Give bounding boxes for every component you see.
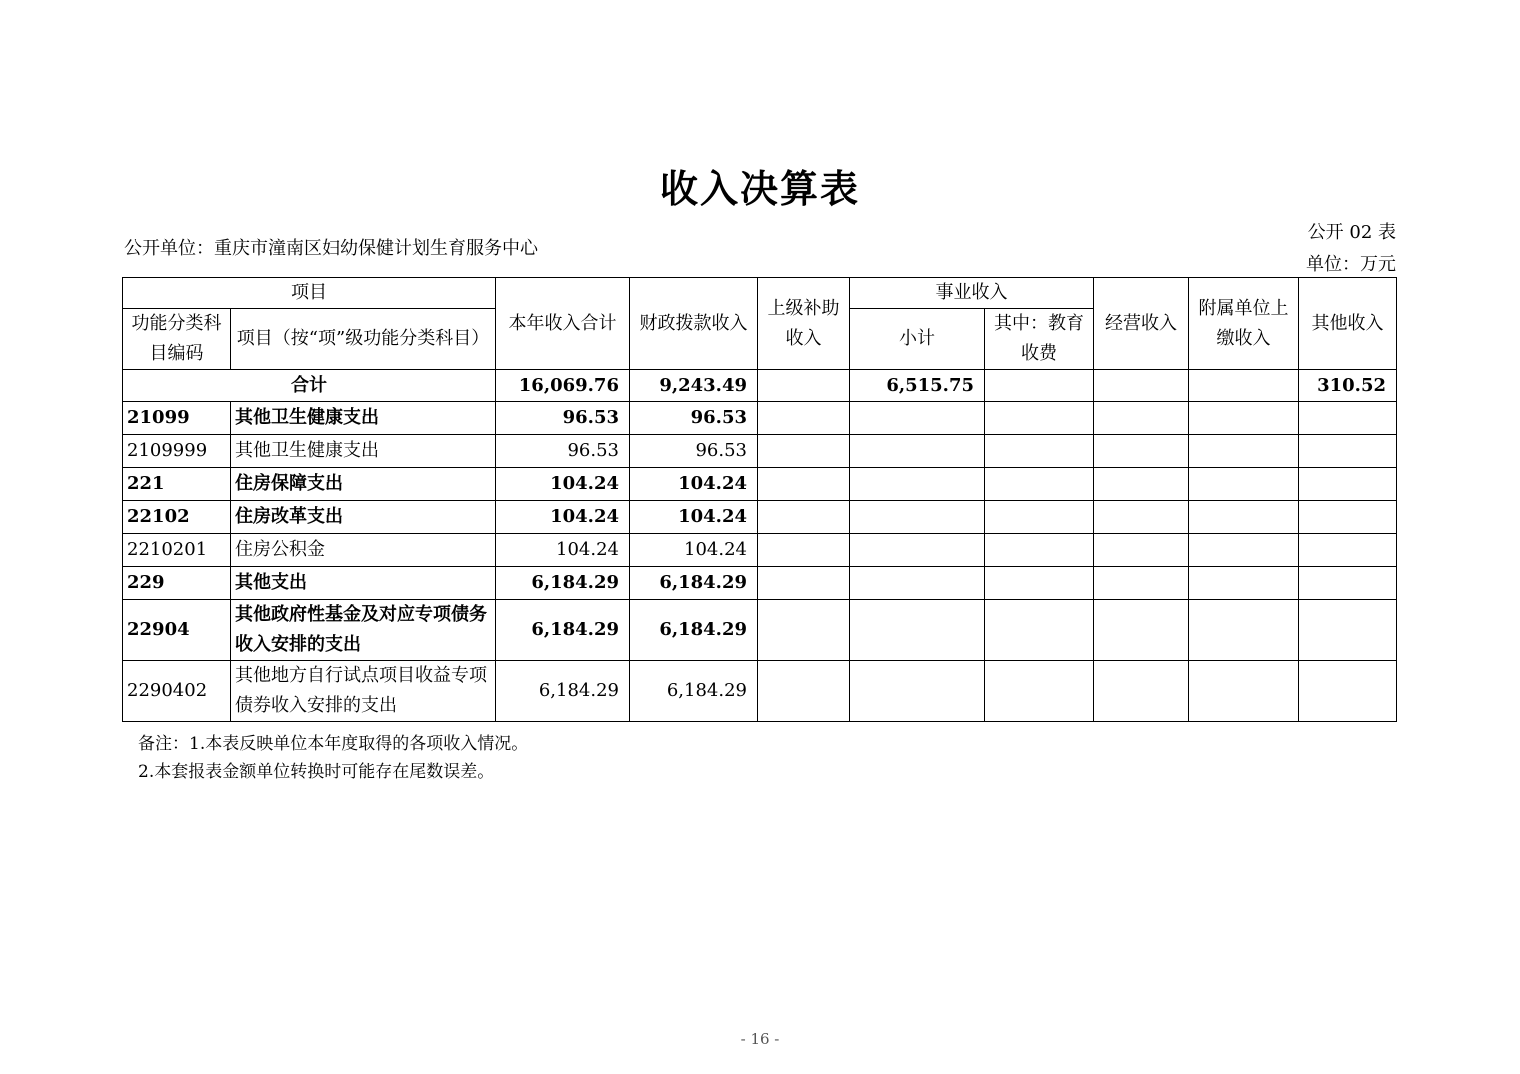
- row-superior-subsidy: [758, 468, 850, 501]
- row-code: 229: [123, 567, 231, 600]
- total-income-value: 16,069.76: [496, 370, 630, 402]
- row-education-fees: [985, 435, 1094, 468]
- row-operating-income: [1094, 501, 1189, 534]
- header-education-fees: 其中：教育收费: [985, 309, 1094, 370]
- row-operating-income: [1094, 468, 1189, 501]
- row-total-income: 96.53: [496, 435, 630, 468]
- row-total-income: 6,184.29: [496, 661, 630, 722]
- row-subtotal: [850, 534, 985, 567]
- row-operating-income: [1094, 567, 1189, 600]
- row-total-income: 96.53: [496, 402, 630, 435]
- row-other-income: [1299, 501, 1397, 534]
- row-operating-income: [1094, 600, 1189, 661]
- row-code: 2109999: [123, 435, 231, 468]
- total-label: 合计: [123, 370, 496, 402]
- row-education-fees: [985, 468, 1094, 501]
- header-row-1: [123, 278, 1397, 309]
- row-other-income: [1299, 534, 1397, 567]
- row-superior-subsidy: [758, 567, 850, 600]
- row-education-fees: [985, 567, 1094, 600]
- total-fiscal-value: 9,243.49: [630, 370, 758, 402]
- row-affiliated: [1189, 661, 1299, 722]
- row-code: 2210201: [123, 534, 231, 567]
- row-subtotal: [850, 661, 985, 722]
- header-operating-income: 经营收入: [1094, 278, 1189, 370]
- income-table: [122, 277, 1397, 722]
- row-code: 21099: [123, 402, 231, 435]
- total-row: [123, 370, 1397, 402]
- row-fiscal: 6,184.29: [630, 567, 758, 600]
- notes: [138, 730, 528, 786]
- row-fiscal: 104.24: [630, 468, 758, 501]
- row-operating-income: [1094, 402, 1189, 435]
- header-business-income: 事业收入: [850, 278, 1094, 309]
- currency-unit: 单位：万元: [1306, 254, 1396, 275]
- header-other-income: 其他收入: [1299, 278, 1397, 370]
- row-name: 其他卫生健康支出: [231, 402, 496, 435]
- table-row: [123, 501, 1397, 534]
- row-total-income: 104.24: [496, 468, 630, 501]
- row-affiliated: [1189, 501, 1299, 534]
- page-number: - 16 -: [740, 1030, 780, 1048]
- row-other-income: [1299, 402, 1397, 435]
- row-affiliated: [1189, 567, 1299, 600]
- row-name: 住房保障支出: [231, 468, 496, 501]
- row-education-fees: [985, 661, 1094, 722]
- table-row: [123, 661, 1397, 722]
- row-subtotal: [850, 435, 985, 468]
- row-superior-subsidy: [758, 661, 850, 722]
- header-item-name: 项目（按“项”级功能分类科目）: [231, 309, 496, 370]
- table-row: [123, 435, 1397, 468]
- row-affiliated: [1189, 435, 1299, 468]
- row-affiliated: [1189, 402, 1299, 435]
- note-1: 备注：1.本表反映单位本年度取得的各项收入情况。: [138, 734, 529, 754]
- note-2: 2.本套报表金额单位转换时可能存在尾数误差。: [138, 762, 495, 782]
- row-operating-income: [1094, 435, 1189, 468]
- header-fiscal: 财政拨款收入: [630, 278, 758, 370]
- header-item-group: 项目: [123, 278, 496, 309]
- table-row: [123, 402, 1397, 435]
- row-education-fees: [985, 501, 1094, 534]
- row-education-fees: [985, 534, 1094, 567]
- header-superior-subsidy: 上级补助收入: [758, 278, 850, 370]
- row-subtotal: [850, 468, 985, 501]
- row-superior-subsidy: [758, 402, 850, 435]
- row-affiliated: [1189, 468, 1299, 501]
- row-name: 其他地方自行试点项目收益专项债券收入安排的支出: [231, 661, 496, 722]
- row-fiscal: 6,184.29: [630, 600, 758, 661]
- row-superior-subsidy: [758, 534, 850, 567]
- row-other-income: [1299, 661, 1397, 722]
- row-code: 2290402: [123, 661, 231, 722]
- header-affiliated: 附属单位上缴收入: [1189, 278, 1299, 370]
- row-total-income: 104.24: [496, 501, 630, 534]
- row-fiscal: 104.24: [630, 534, 758, 567]
- row-subtotal: [850, 501, 985, 534]
- row-name: 其他支出: [231, 567, 496, 600]
- row-education-fees: [985, 402, 1094, 435]
- header-subtotal: 小计: [850, 309, 985, 370]
- row-name: 其他政府性基金及对应专项债务收入安排的支出: [231, 600, 496, 661]
- row-other-income: [1299, 600, 1397, 661]
- row-total-income: 6,184.29: [496, 567, 630, 600]
- total-other-income-value: 310.52: [1299, 370, 1397, 402]
- row-name: 住房改革支出: [231, 501, 496, 534]
- header-total-income: 本年收入合计: [496, 278, 630, 370]
- row-affiliated: [1189, 600, 1299, 661]
- form-number: 公开 02 表: [1307, 222, 1396, 243]
- row-total-income: 6,184.29: [496, 600, 630, 661]
- reporting-unit: 公开单位：重庆市潼南区妇幼保健计划生育服务中心: [124, 238, 538, 259]
- row-education-fees: [985, 600, 1094, 661]
- table-row: [123, 567, 1397, 600]
- row-affiliated: [1189, 534, 1299, 567]
- row-fiscal: 104.24: [630, 501, 758, 534]
- row-superior-subsidy: [758, 435, 850, 468]
- row-other-income: [1299, 468, 1397, 501]
- row-operating-income: [1094, 534, 1189, 567]
- total-affiliated-value: [1189, 370, 1299, 402]
- row-subtotal: [850, 402, 985, 435]
- total-operating-income-value: [1094, 370, 1189, 402]
- row-superior-subsidy: [758, 501, 850, 534]
- total-education-fees-value: [985, 370, 1094, 402]
- table-row: [123, 468, 1397, 501]
- row-fiscal: 96.53: [630, 402, 758, 435]
- row-other-income: [1299, 567, 1397, 600]
- row-subtotal: [850, 600, 985, 661]
- row-fiscal: 96.53: [630, 435, 758, 468]
- report-meta: [1306, 217, 1396, 281]
- row-total-income: 104.24: [496, 534, 630, 567]
- row-name: 其他卫生健康支出: [231, 435, 496, 468]
- header-func-code: 功能分类科目编码: [123, 309, 231, 370]
- row-fiscal: 6,184.29: [630, 661, 758, 722]
- row-name: 住房公积金: [231, 534, 496, 567]
- row-code: 221: [123, 468, 231, 501]
- table-row: [123, 534, 1397, 567]
- row-code: 22904: [123, 600, 231, 661]
- row-other-income: [1299, 435, 1397, 468]
- row-subtotal: [850, 567, 985, 600]
- report-title: 收入决算表: [659, 166, 860, 211]
- row-code: 22102: [123, 501, 231, 534]
- row-superior-subsidy: [758, 600, 850, 661]
- row-operating-income: [1094, 661, 1189, 722]
- table-row: [123, 600, 1397, 661]
- total-superior-subsidy-value: [758, 370, 850, 402]
- total-subtotal-value: 6,515.75: [850, 370, 985, 402]
